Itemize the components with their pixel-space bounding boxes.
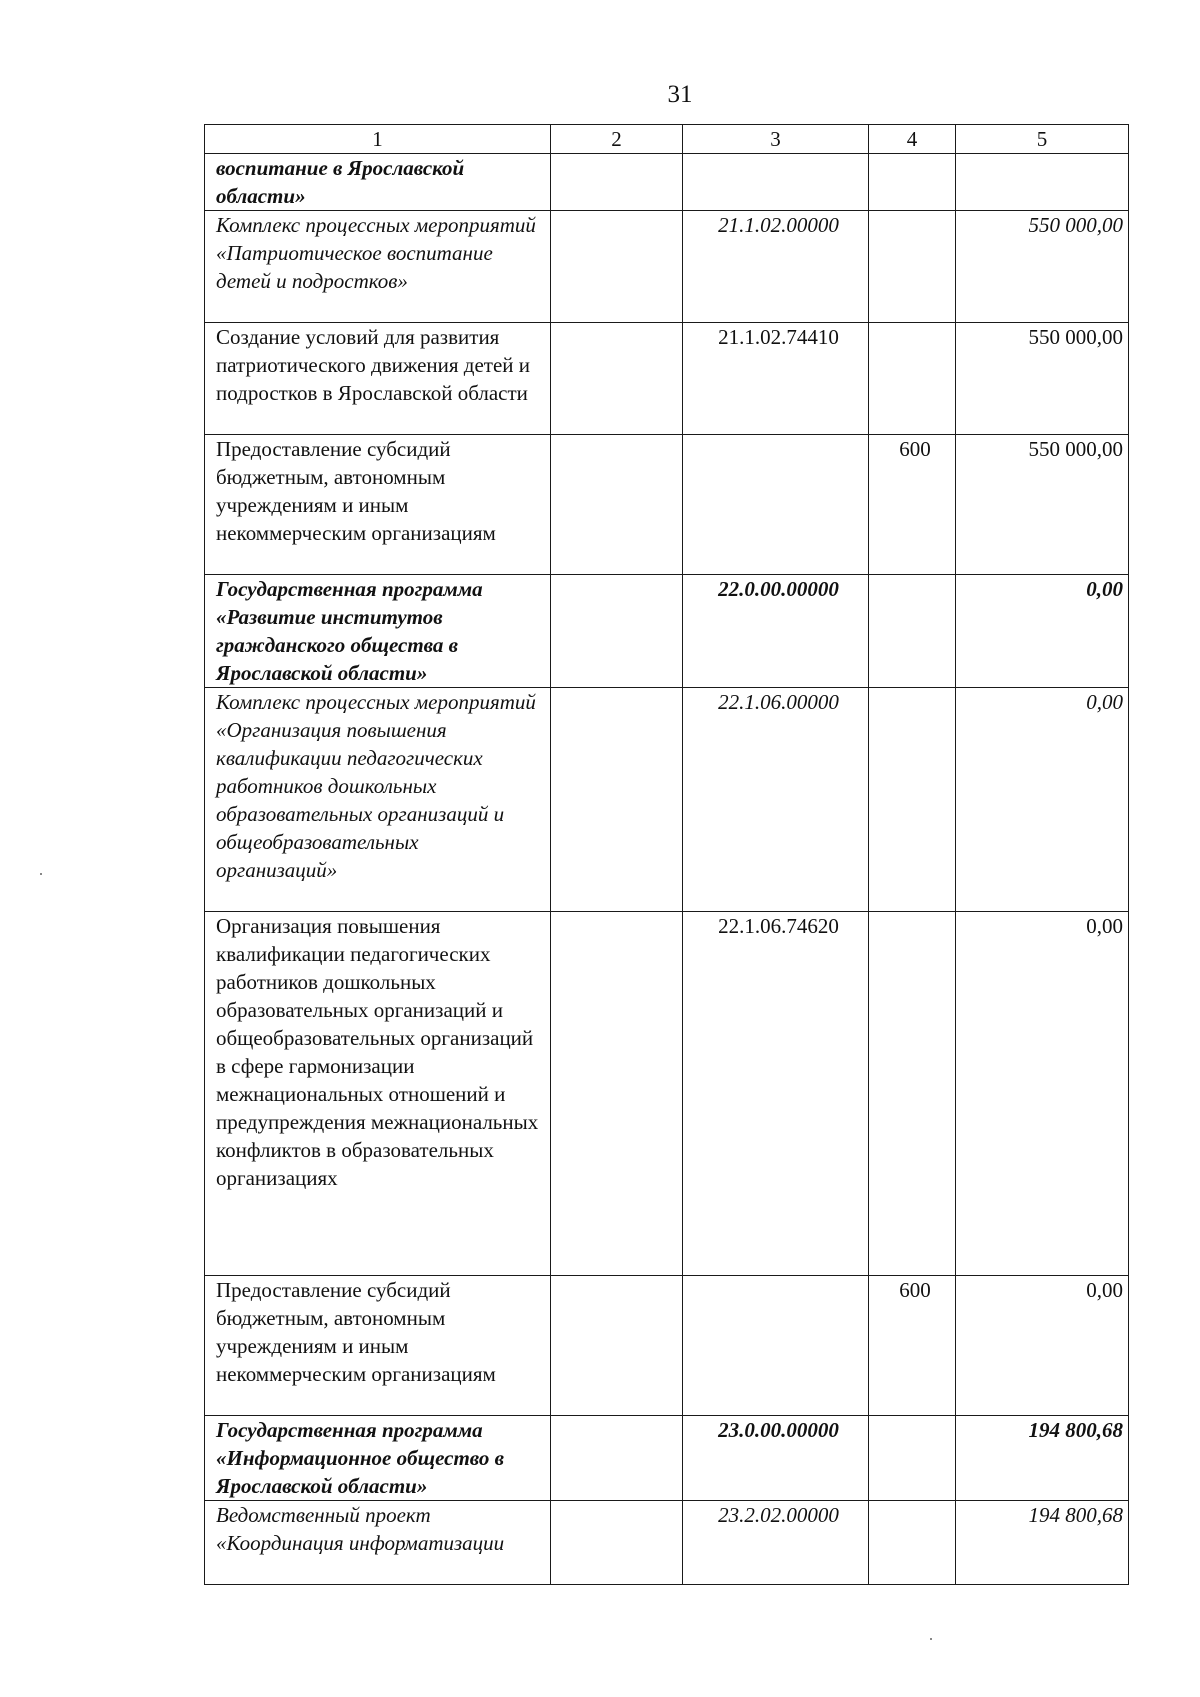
row-amount bbox=[956, 154, 1129, 211]
row-code bbox=[683, 1276, 869, 1416]
row-amount: 550 000,00 bbox=[956, 323, 1129, 435]
row-code: 22.1.06.00000 bbox=[683, 688, 869, 912]
row-amount: 194 800,68 bbox=[956, 1416, 1129, 1501]
table-row bbox=[205, 1276, 1129, 1416]
scan-dot bbox=[40, 873, 42, 875]
column-header-3: 3 bbox=[683, 125, 869, 154]
row-code: 21.1.02.00000 bbox=[683, 211, 869, 323]
row-col2 bbox=[551, 912, 683, 1276]
row-code: 22.0.00.00000 bbox=[683, 575, 869, 688]
row-amount: 0,00 bbox=[956, 688, 1129, 912]
row-col2 bbox=[551, 154, 683, 211]
table-row bbox=[205, 435, 1129, 575]
row-type bbox=[869, 912, 956, 1276]
row-type bbox=[869, 211, 956, 323]
table-header-row bbox=[205, 125, 1129, 154]
column-header-5: 5 bbox=[956, 125, 1129, 154]
table-row bbox=[205, 912, 1129, 1276]
row-name: Создание условий для развития патриотического движения детей и подростков в Ярославской области bbox=[205, 323, 551, 435]
row-type bbox=[869, 1416, 956, 1501]
row-col2 bbox=[551, 323, 683, 435]
row-type bbox=[869, 575, 956, 688]
row-col2 bbox=[551, 688, 683, 912]
row-code: 21.1.02.74410 bbox=[683, 323, 869, 435]
row-name: Ведомственный проект «Координация информатизации bbox=[205, 1501, 551, 1585]
row-name: Государственная программа «Информационное общество в Ярославской области» bbox=[205, 1416, 551, 1501]
row-col2 bbox=[551, 211, 683, 323]
table-row bbox=[205, 688, 1129, 912]
table-row bbox=[205, 154, 1129, 211]
scan-dot bbox=[930, 1638, 932, 1640]
row-code bbox=[683, 435, 869, 575]
row-name: воспитание в Ярославской области» bbox=[205, 154, 551, 211]
row-type bbox=[869, 323, 956, 435]
table-row bbox=[205, 1416, 1129, 1501]
row-col2 bbox=[551, 575, 683, 688]
row-code: 23.0.00.00000 bbox=[683, 1416, 869, 1501]
row-amount: 0,00 bbox=[956, 912, 1129, 1276]
row-type bbox=[869, 154, 956, 211]
row-col2 bbox=[551, 435, 683, 575]
table-row bbox=[205, 575, 1129, 688]
row-amount: 550 000,00 bbox=[956, 211, 1129, 323]
table-row bbox=[205, 211, 1129, 323]
page-number: 31 bbox=[667, 81, 693, 108]
table-row bbox=[205, 323, 1129, 435]
row-col2 bbox=[551, 1501, 683, 1585]
row-code: 22.1.06.74620 bbox=[683, 912, 869, 1276]
column-header-2: 2 bbox=[551, 125, 683, 154]
row-col2 bbox=[551, 1276, 683, 1416]
row-name: Государственная программа «Развитие институтов гражданского общества в Ярославской области» bbox=[205, 575, 551, 688]
budget-table bbox=[204, 124, 1129, 1585]
row-name: Организация повышения квалификации педагогических работников дошкольных образовательных организаций и общеобразовательных организаций в сфере гармонизации межнациональных отношений и предупреждения межнациональных конфликтов в образовательных организациях bbox=[205, 912, 551, 1276]
row-name: Комплекс процессных мероприятий «Организация повышения квалификации педагогических работников дошкольных образовательных организаций и общеобразовательных организаций» bbox=[205, 688, 551, 912]
table-row bbox=[205, 1501, 1129, 1585]
row-name: Комплекс процессных мероприятий «Патриотическое воспитание детей и подростков» bbox=[205, 211, 551, 323]
row-type: 600 bbox=[869, 1276, 956, 1416]
column-header-1: 1 bbox=[205, 125, 551, 154]
row-col2 bbox=[551, 1416, 683, 1501]
row-type: 600 bbox=[869, 435, 956, 575]
row-name: Предоставление субсидий бюджетным, автономным учреждениям и иным некоммерческим организациям bbox=[205, 1276, 551, 1416]
row-amount: 194 800,68 bbox=[956, 1501, 1129, 1585]
row-amount: 0,00 bbox=[956, 1276, 1129, 1416]
row-name: Предоставление субсидий бюджетным, автономным учреждениям и иным некоммерческим организациям bbox=[205, 435, 551, 575]
row-amount: 550 000,00 bbox=[956, 435, 1129, 575]
row-code: 23.2.02.00000 bbox=[683, 1501, 869, 1585]
row-type bbox=[869, 688, 956, 912]
row-type bbox=[869, 1501, 956, 1585]
row-code bbox=[683, 154, 869, 211]
row-amount: 0,00 bbox=[956, 575, 1129, 688]
column-header-4: 4 bbox=[869, 125, 956, 154]
